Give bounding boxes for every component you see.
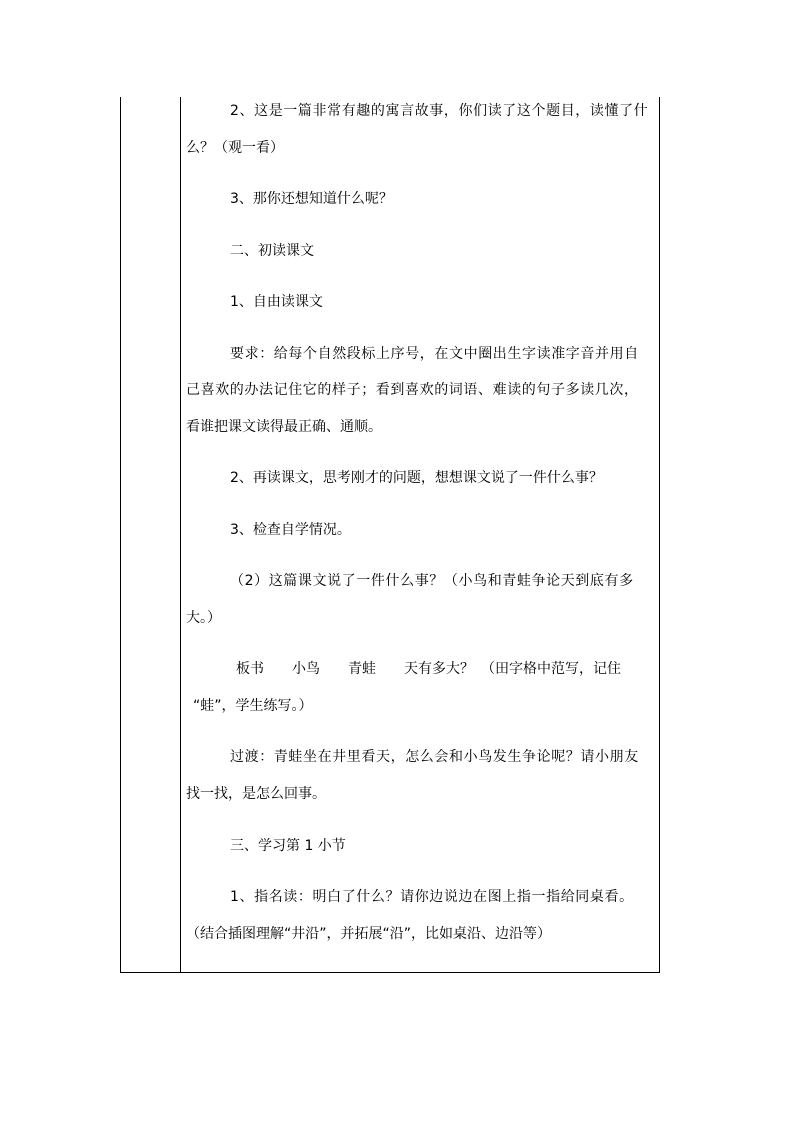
paragraph-line: 己喜欢的办法记住它的样子；看到喜欢的词语、难读的句子多读几次， — [186, 382, 639, 398]
board-writing-line: 板书 小鸟 青蛙 天有多大？ （田字格中范写，记住 — [236, 661, 621, 677]
paragraph-line: “蛙”，学生练写。） — [193, 698, 313, 714]
paragraph-line: 找一找，是怎么回事。 — [186, 786, 326, 802]
lesson-content-cell — [181, 97, 659, 973]
paragraph-line: 3、那你还想知道什么呢？ — [230, 191, 393, 207]
paragraph-line: 看谁把课文读得最正确、通顺。 — [186, 419, 382, 435]
paragraph-line: 2、再读课文，思考刚才的问题，想想课文说了一件什么事？ — [230, 470, 603, 486]
paragraph-line: 1、指名读：明白了什么？请你边说边在图上指一指给同桌看。 — [230, 889, 634, 905]
section-heading: 三、学习第 1 小节 — [230, 838, 346, 854]
paragraph-line: 过渡：青蛙坐在井里看天，怎么会和小鸟发生争论呢？请小朋友 — [230, 749, 639, 765]
paragraph-line: （2）这篇课文说了一件什么事？（小鸟和青蛙争论天到底有多 — [230, 573, 634, 589]
paragraph-line: 要求：给每个自然段标上序号，在文中圈出生字读准字音并用自 — [230, 346, 639, 362]
paragraph-line: （结合插图理解“井沿”，并拓展“沿”，比如桌沿、边沿等） — [186, 926, 552, 942]
paragraph-line: 2、这是一篇非常有趣的寓言故事，你们读了这个题目，读懂了什 — [230, 103, 649, 119]
paragraph-line: 大。） — [186, 610, 221, 626]
paragraph-line: 么？（观一看） — [186, 140, 284, 156]
paragraph-line: 3、检查自学情况。 — [230, 522, 351, 538]
paragraph-line: 1、自由读课文 — [230, 294, 323, 310]
section-heading: 二、初读课文 — [230, 243, 314, 259]
